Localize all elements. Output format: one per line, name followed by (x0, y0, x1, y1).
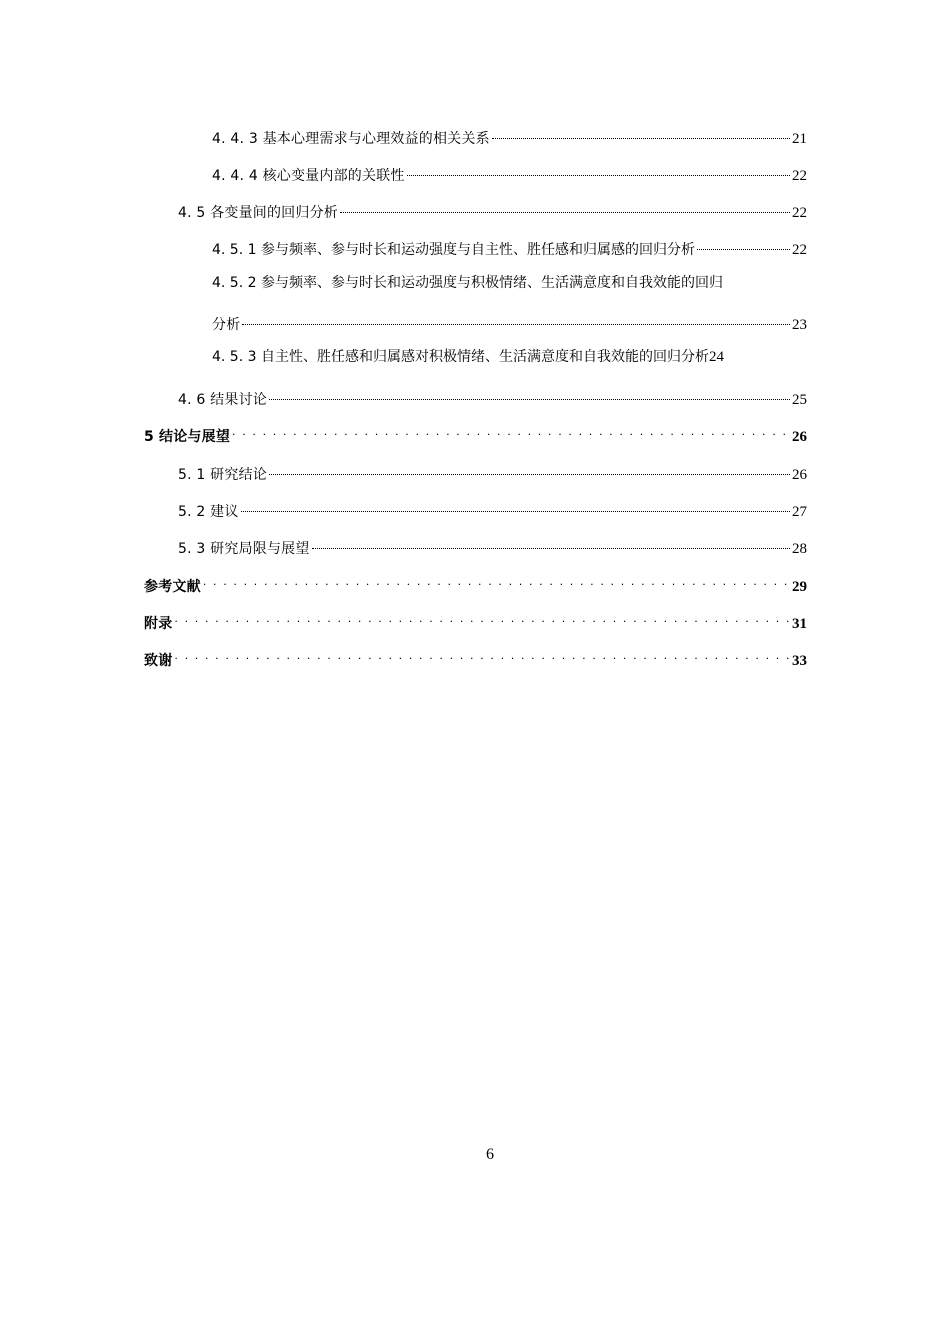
toc-leader-dots (697, 236, 790, 254)
toc-leader-dots (340, 199, 790, 217)
toc-entry-page: 28 (792, 541, 807, 557)
toc-leader-dots (407, 162, 790, 180)
toc-entry-title: 4. 5. 1 参与频率、参与时长和运动强度与自主性、胜任感和归属感的回归分析 (212, 242, 695, 258)
toc-entry[interactable] (144, 573, 807, 596)
toc-entry[interactable] (212, 125, 807, 148)
toc-entry-title: 5. 2 建议 (178, 504, 239, 520)
toc-leader-dots (269, 461, 790, 479)
toc-entry-page: 26 (792, 429, 807, 445)
toc-entry-title: 5. 3 研究局限与展望 (178, 541, 310, 557)
toc-entry-title: 4. 5. 3 自主性、胜任感和归属感对积极情绪、生活满意度和自我效能的回归分析 (212, 349, 709, 365)
toc-leader-dots (232, 423, 790, 441)
toc-entry-title-line2: 分析 (212, 317, 241, 333)
page-number: 6 (486, 1146, 494, 1163)
toc-leader-dots (492, 125, 790, 143)
toc-entry-page: 22 (792, 168, 807, 184)
toc-leader-dots (241, 498, 790, 516)
toc-entry[interactable] (178, 535, 807, 558)
toc-entry-title: 附录 (144, 616, 173, 632)
toc-entry-page: 33 (792, 653, 807, 669)
toc-entry[interactable] (212, 348, 810, 366)
toc-entry-title: 致谢 (144, 653, 173, 669)
toc-leader-dots (312, 535, 790, 553)
toc-entry-page: 25 (792, 392, 807, 408)
toc-leader-dots (174, 610, 790, 628)
toc-entry-title: 4. 4. 4 核心变量内部的关联性 (212, 168, 405, 184)
toc-entry-page: 29 (792, 579, 807, 595)
toc-entry[interactable] (212, 236, 807, 259)
toc-entry-title: 5 结论与展望 (144, 429, 231, 445)
toc-entry-page: 24 (708, 349, 724, 365)
toc-leader-dots (269, 386, 790, 404)
toc-entry-page: 22 (792, 242, 807, 258)
toc-entry-page: 31 (792, 616, 807, 632)
toc-entry-page: 27 (792, 504, 807, 520)
toc-entry[interactable] (144, 647, 807, 670)
toc-entry-title-line1[interactable]: 4. 5. 2 参与频率、参与时长和运动强度与积极情绪、生活满意度和自我效能的回归 (212, 275, 723, 291)
toc-entry-page: 22 (792, 205, 807, 221)
toc-entry[interactable] (212, 311, 807, 334)
toc-entry[interactable] (178, 199, 807, 222)
toc-entry-title: 4. 6 结果讨论 (178, 392, 267, 408)
toc-entry[interactable] (178, 386, 807, 409)
toc-leader-dots (174, 647, 790, 665)
toc-entry-page: 26 (792, 467, 807, 483)
toc-entry-title: 4. 5 各变量间的回归分析 (178, 205, 338, 221)
toc-entry[interactable] (144, 423, 807, 446)
toc-entry-title: 4. 4. 3 基本心理需求与心理效益的相关关系 (212, 131, 490, 147)
toc-entry[interactable] (212, 162, 807, 185)
toc-entry-title: 5. 1 研究结论 (178, 467, 267, 483)
toc-entry[interactable] (178, 461, 807, 484)
toc-leader-dots (203, 573, 790, 591)
toc-entry[interactable] (178, 498, 807, 521)
toc-entry-page: 21 (792, 131, 807, 147)
toc-entry[interactable] (144, 610, 807, 633)
toc-entry-title: 参考文献 (144, 579, 201, 595)
toc-leader-dots (242, 311, 790, 329)
toc-entry-page: 23 (792, 317, 807, 333)
